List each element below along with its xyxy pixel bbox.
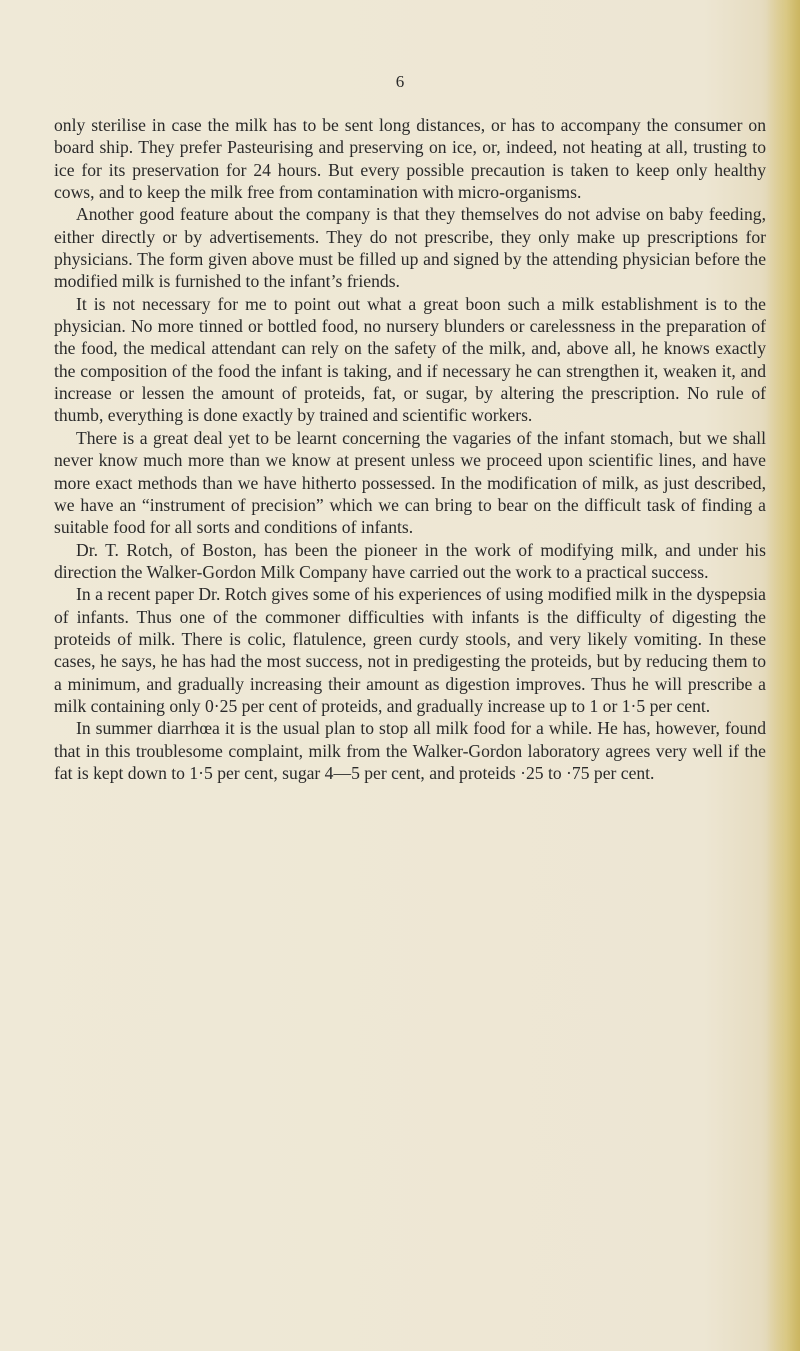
- paragraph-infant-stomach: There is a great deal yet to be learnt concerning the vagaries of the infant stomach, but we shall never know much more than we know at present unless we proceed upon scientific lines, and have more exact methods than we have hitherto possessed. In the modification of milk, as just described, we have an “instrument of precision” which we can bring to bear on the difficult task of finding a suitable food for all sorts and conditions of infants.: [54, 427, 766, 538]
- paragraph-dr-rotch-pioneer: Dr. T. Rotch, of Boston, has been the pioneer in the work of modifying milk, and under his direction the Walker-Gordon Milk Company have carried out the work to a practical success.: [54, 539, 766, 582]
- paragraph-sterilisation: only sterilise in case the milk has to be sent long distances, or has to accompany the consumer on board ship. They prefer Pasteurising and preserving on ice, or, indeed, not heating at all, trusting to ice for its preservation for 24 hours. But every possible precaution is taken to keep only healthy cows, and to keep the milk free from contamination with micro-organisms.: [54, 115, 766, 203]
- paragraph-company-feature: Another good feature about the company is that they themselves do not advise on baby feeding, either directly or by advertisements. They do not prescribe, they only make up prescriptions for physicians. The form given above must be filled up and signed by the attending physician before the modified milk is furnished to the infant’s friends.: [54, 204, 766, 292]
- paragraph-dyspepsia: In a recent paper Dr. Rotch gives some of his experiences of using modified milk in the dyspepsia of infants. Thus one of the commoner difficulties with infants is the difficulty of digesting the proteids of milk. There is colic, flatulence, green curdy stools, and very likely vomiting. In these cases, he says, he has had the most success, not in predigesting the proteids, but by reducing them to a minimum, and gradually increasing their amount as digestion improves. Thus he will prescribe a milk containing only 0·25 per cent of proteids, and gradually increase up to 1 or 1·5 per cent.: [54, 584, 766, 716]
- body-text: [54, 114, 766, 784]
- page-edge-discoloration: [766, 0, 800, 1351]
- paragraph-summer-diarrhoea: In summer diarrhœa it is the usual plan to stop all milk food for a while. He has, however, found that in this troublesome complaint, milk from the Walker-Gordon laboratory agrees very well if the fat is kept down to 1·5 per cent, sugar 4—5 per cent, and proteids ·25 to ·75 per cent.: [54, 718, 766, 783]
- paragraph-boon-to-physician: It is not necessary for me to point out what a great boon such a milk establishment is to the physician. No more tinned or bottled food, no nursery blunders or carelessness in the preparation of the food, the medical attendant can rely on the safety of the milk, and, above all, he knows exactly the composition of the food the infant is taking, and if necessary he can strengthen it, weaken it, and increase or lessen the amount of proteids, fat, or sugar, by altering the prescription. No rule of thumb, everything is done exactly by trained and scientific workers.: [54, 293, 766, 426]
- page-number: 6: [395, 72, 405, 91]
